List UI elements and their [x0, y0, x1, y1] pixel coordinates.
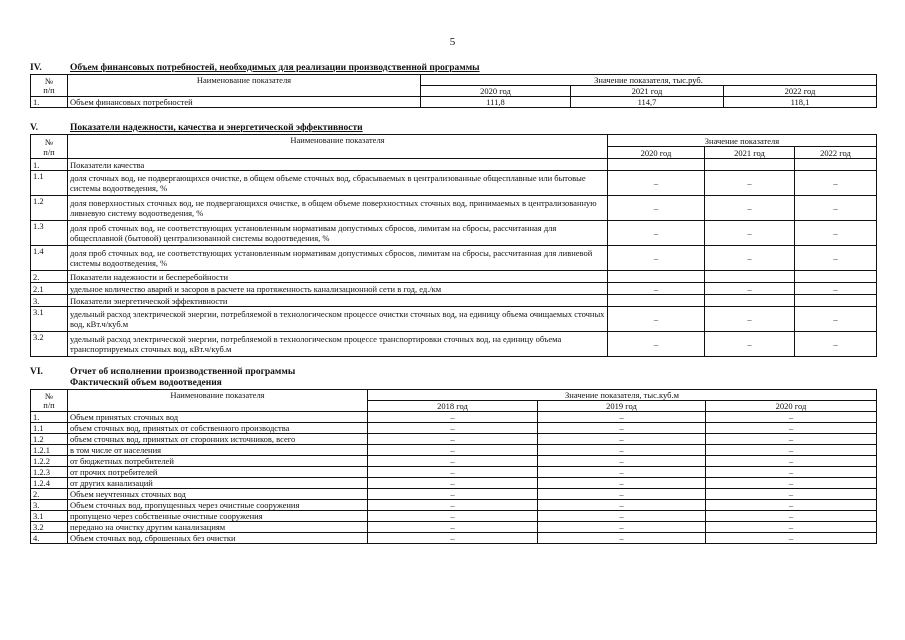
row-number: 1.1 [31, 423, 68, 434]
section-title: Показатели надежности, качества и энергетической эффективности [70, 123, 363, 133]
row-number: 2.1 [31, 283, 68, 295]
row-value [795, 271, 877, 283]
row-value: – [538, 478, 706, 489]
section-subtitle: Фактический объем водоотведения [70, 378, 222, 388]
col-value-header: Значение показателя, тыс.руб. [421, 75, 877, 86]
table-row [31, 434, 877, 445]
reliability-table [30, 134, 877, 357]
row-value: – [538, 511, 706, 522]
row-name: доля проб сточных вод, не соответствующих установленным нормативам допустимых сбросов, лимитам на сбросы, рассчитанная для ливневой системы водоотведения, % [68, 246, 608, 271]
row-number: 4. [31, 533, 68, 544]
row-number: 1.2 [31, 434, 68, 445]
table-row [31, 97, 877, 108]
row-value: – [368, 434, 538, 445]
table-row [31, 467, 877, 478]
row-number: 3. [31, 295, 68, 307]
row-name: доля поверхностных сточных вод, не подвергающихся очистке, в общем объеме поверхностных сточных вод, принимаемых в централизованную ливневую систему водоотведения, % [68, 196, 608, 221]
row-value: – [538, 423, 706, 434]
wastewater-volume-table [30, 389, 877, 544]
section-number: V. [30, 123, 39, 133]
row-number: 1.3 [31, 221, 68, 246]
table-row [31, 171, 877, 196]
row-number: 1. [31, 412, 68, 423]
row-value [608, 295, 705, 307]
row-name: доля проб сточных вод, не соответствующих установленным нормативам допустимых сбросов, лимитам на сбросы, рассчитанная для общесплавной (бытовой) централизованной системы водоотведения, % [68, 221, 608, 246]
row-value: – [608, 307, 705, 332]
row-value: – [368, 467, 538, 478]
row-value: – [368, 522, 538, 533]
row-value [705, 271, 795, 283]
row-value: – [368, 445, 538, 456]
year-header: 2020 год [421, 86, 571, 97]
table-row [31, 221, 877, 246]
row-name: Объем сточных вод, сброшенных без очистки [68, 533, 368, 544]
row-value: – [608, 196, 705, 221]
col-name-header: Наименование показателя [68, 135, 608, 159]
row-value [795, 159, 877, 171]
row-number: 2. [31, 489, 68, 500]
row-name: доля сточных вод, не подвергающихся очистке, в общем объеме сточных вод, сбрасываемых в централизованные общесплавные или бытовые системы водоотведения, % [68, 171, 608, 196]
row-number: 3.1 [31, 511, 68, 522]
col-number-header: № п/п [31, 75, 68, 97]
row-name: передано на очистку другим канализациям [68, 522, 368, 533]
table-row [31, 307, 877, 332]
row-value: – [706, 500, 877, 511]
section-number: IV. [30, 63, 42, 73]
row-name: от прочих потребителей [68, 467, 368, 478]
row-value: 118,1 [724, 97, 877, 108]
year-header: 2021 год [705, 147, 795, 159]
row-value: – [608, 246, 705, 271]
row-value: – [795, 283, 877, 295]
year-header: 2021 год [571, 86, 724, 97]
row-value [705, 295, 795, 307]
table-row [31, 478, 877, 489]
financial-needs-table [30, 74, 877, 108]
row-name: пропущено через собственные очистные сооружения [68, 511, 368, 522]
row-value: – [368, 511, 538, 522]
row-value: – [608, 283, 705, 295]
table-row [31, 283, 877, 295]
row-name: Объем финансовых потребностей [68, 97, 421, 108]
row-name: удельный расход электрической энергии, потребляемой в технологическом процессе очистки сточных вод, на единицу объема очищаемых сточных вод, кВт.ч/куб.м [68, 307, 608, 332]
row-value: – [538, 467, 706, 478]
section-header [30, 123, 876, 134]
row-value [608, 159, 705, 171]
row-value: – [368, 489, 538, 500]
row-value: – [706, 434, 877, 445]
row-value: – [368, 478, 538, 489]
row-name: в том числе от населения [68, 445, 368, 456]
section-header [30, 63, 876, 74]
row-value: – [795, 196, 877, 221]
section-program-report [30, 367, 876, 544]
row-value: – [538, 456, 706, 467]
row-value: – [706, 522, 877, 533]
row-name: удельный расход электрической энергии, потребляемой в технологическом процессе транспортировки сточных вод, на единицу объема транспортируемых сточных вод, кВт.ч/куб.м [68, 332, 608, 357]
row-value [795, 295, 877, 307]
table-row [31, 271, 877, 283]
section-header [30, 367, 876, 378]
row-value: – [538, 533, 706, 544]
row-number: 3.1 [31, 307, 68, 332]
table-row [31, 533, 877, 544]
section-number: VI. [30, 367, 43, 377]
row-value: – [368, 500, 538, 511]
row-name: от бюджетных потребителей [68, 456, 368, 467]
row-value: – [538, 489, 706, 500]
row-value: – [368, 533, 538, 544]
table-row [31, 412, 877, 423]
col-name-header: Наименование показателя [68, 390, 368, 412]
table-row [31, 246, 877, 271]
row-number: 1.2.3 [31, 467, 68, 478]
row-value: – [705, 246, 795, 271]
row-value: – [795, 332, 877, 357]
row-value: – [538, 500, 706, 511]
row-number: 1.2.1 [31, 445, 68, 456]
table-row [31, 489, 877, 500]
table-row [31, 511, 877, 522]
row-number: 1.1 [31, 171, 68, 196]
row-value: – [608, 171, 705, 196]
row-value: 114,7 [571, 97, 724, 108]
table-row [31, 295, 877, 307]
row-value: 111,8 [421, 97, 571, 108]
row-value: – [705, 283, 795, 295]
row-value: – [795, 246, 877, 271]
row-number: 1.2.4 [31, 478, 68, 489]
row-number: 1. [31, 159, 68, 171]
year-header: 2022 год [795, 147, 877, 159]
row-name: от других канализаций [68, 478, 368, 489]
year-header: 2020 год [706, 401, 877, 412]
row-name: объем сточных вод, принятых от собственного производства [68, 423, 368, 434]
table-row [31, 423, 877, 434]
table-row [31, 445, 877, 456]
year-header: 2020 год [608, 147, 705, 159]
row-value: – [706, 445, 877, 456]
col-value-header: Значение показателя [608, 135, 877, 147]
row-number: 3. [31, 500, 68, 511]
row-number: 3.2 [31, 332, 68, 357]
row-value: – [705, 171, 795, 196]
row-value: – [538, 445, 706, 456]
row-number: 1.2.2 [31, 456, 68, 467]
row-value: – [706, 456, 877, 467]
row-value: – [368, 412, 538, 423]
row-value: – [368, 423, 538, 434]
row-number: 1.2 [31, 196, 68, 221]
col-value-header: Значение показателя, тыс.куб.м [368, 390, 877, 401]
col-name-header: Наименование показателя [68, 75, 421, 97]
page-number: 5 [449, 36, 456, 48]
table-row [31, 159, 877, 171]
section-reliability-indicators [30, 123, 876, 357]
row-value: – [705, 307, 795, 332]
year-header: 2018 год [368, 401, 538, 412]
row-value [608, 271, 705, 283]
row-name: объем сточных вод, принятых от сторонних источников, всего [68, 434, 368, 445]
section-financial-needs [30, 63, 876, 108]
year-header: 2019 год [538, 401, 706, 412]
row-name: Объем принятых сточных вод [68, 412, 368, 423]
row-value: – [706, 467, 877, 478]
table-row [31, 196, 877, 221]
row-value: – [706, 489, 877, 500]
row-name: удельное количество аварий и засоров в расчете на протяженность канализационной сети в год, ед./км [68, 283, 608, 295]
row-value: – [705, 332, 795, 357]
row-value: – [608, 332, 705, 357]
row-number: 3.2 [31, 522, 68, 533]
row-value: – [795, 171, 877, 196]
row-name: Объем неучтенных сточных вод [68, 489, 368, 500]
row-value: – [538, 412, 706, 423]
row-value: – [706, 511, 877, 522]
col-number-header: № п/п [31, 135, 68, 159]
row-name: Показатели энергетической эффективности [68, 295, 608, 307]
row-value: – [608, 221, 705, 246]
table-row [31, 500, 877, 511]
row-number: 1. [31, 97, 68, 108]
year-header: 2022 год [724, 86, 877, 97]
row-value: – [705, 221, 795, 246]
section-title: Объем финансовых потребностей, необходимых для реализации производственной программы [70, 63, 480, 73]
row-value: – [705, 196, 795, 221]
row-value: – [795, 307, 877, 332]
row-name: Показатели качества [68, 159, 608, 171]
row-value: – [706, 412, 877, 423]
row-value: – [795, 221, 877, 246]
col-number-header: № п/п [31, 390, 68, 412]
section-title: Отчет об исполнении производственной программы [70, 367, 296, 377]
row-number: 2. [31, 271, 68, 283]
row-value [705, 159, 795, 171]
table-row [31, 456, 877, 467]
row-name: Показатели надежности и бесперебойности [68, 271, 608, 283]
row-value: – [706, 423, 877, 434]
row-value: – [538, 434, 706, 445]
row-number: 1.4 [31, 246, 68, 271]
row-value: – [706, 533, 877, 544]
row-value: – [368, 456, 538, 467]
row-value: – [706, 478, 877, 489]
table-row [31, 522, 877, 533]
table-row [31, 332, 877, 357]
row-name: Объем сточных вод, пропущенных через очистные сооружения [68, 500, 368, 511]
row-value: – [538, 522, 706, 533]
